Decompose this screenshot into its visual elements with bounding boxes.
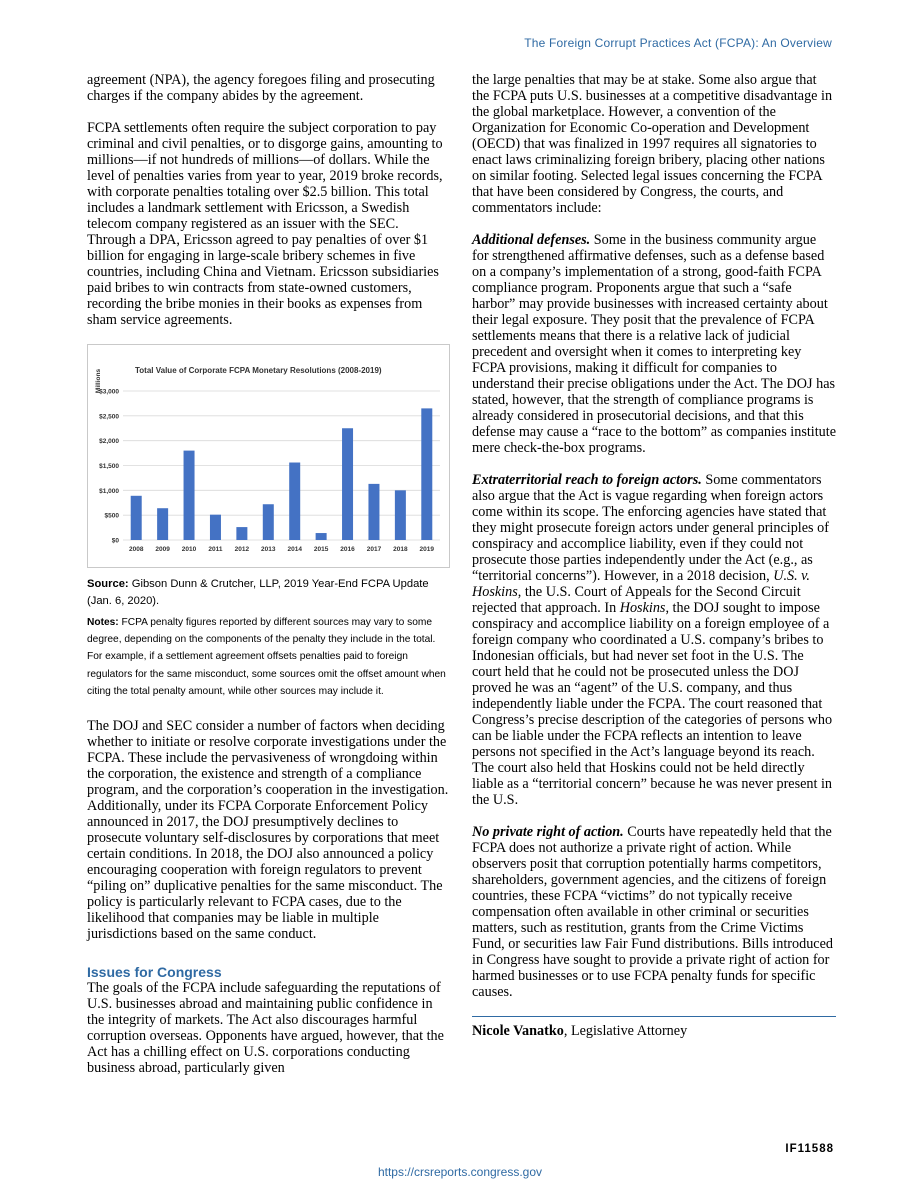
bar — [342, 428, 353, 540]
bar — [421, 408, 432, 540]
bar — [210, 515, 221, 540]
y-tick-label: $2,500 — [99, 413, 119, 421]
y-tick-label: $1,500 — [99, 463, 119, 470]
text-extraterritorial-a: Some commentators also argue that the Act is vague regarding when foreign actors come within its scope. The enforcing agencies have stated that they might prosecute foreign actors under general principles of conspiracy and accomplice liability, even if they could not prosecute those parties independently under the Act (e.g., as “territorial concerns”). However, in a 2018 decision, — [472, 472, 829, 584]
footer-url[interactable]: https://crsreports.congress.gov — [377, 1165, 543, 1179]
text-additional-defenses: Some in the business community argue for strengthened affirmative defenses, such as a defense based on a company’s implementation of a strong, good-faith FCPA compliance program. Proponents argue that such a “safe harbor” may provide businesses with increased certainty about their legal exposure. They posit that the prevalence of FCPA settlements means that there is a relative lack of judicial precedent and oversight when it comes to interpreting key FCPA provisions, making it difficult for companies to understand their precise obligations under the Act. The DOJ has stated, however, that the strength of compliance programs is already considered in prosecutorial decisions, and that this defense may cause a “race to the bottom” as companies institute mere check-the-box programs. — [472, 232, 837, 456]
paragraph-goals: The goals of the FCPA include safeguarding the reputations of U.S. businesses abroad and maintaining public confidence in the integrity of markets. The Act also discourages harmful corruption overseas. Opponents have argued, however, that the Act has a chilling effect on U.S. corporations conducting business abroad, particularly given — [87, 980, 444, 1077]
paragraph-extraterritorial — [472, 472, 836, 808]
lead-private-right: No private right of action. — [472, 824, 624, 840]
author-title: , Legislative Attorney — [563, 1023, 688, 1039]
bar — [236, 527, 247, 540]
paragraph-npa: agreement (NPA), the agency foregoes filing and prosecuting charges if the company abides by the agreement. — [87, 72, 435, 104]
case-citation: U.S. v. Hoskins — [472, 568, 810, 600]
x-tick-label: 2018 — [393, 546, 408, 553]
fcpa-chart-figure — [87, 344, 450, 568]
paragraph-private-right — [472, 824, 836, 1000]
author-line — [472, 1023, 836, 1039]
figure-notes — [87, 614, 450, 700]
bar — [395, 490, 406, 540]
x-tick-label: 2008 — [128, 546, 144, 553]
source-label: Source: — [87, 578, 129, 590]
y-tick-label: $2,000 — [99, 438, 119, 446]
x-tick-label: 2010 — [181, 546, 197, 553]
notes-label: Notes: — [87, 617, 119, 628]
paragraph-settlements: FCPA settlements often require the subject corporation to pay criminal and civil penalties, or to disgorge gains, amounting to millions—if not hundreds of millions—of dollars. While the level of penalties varies from year to year, 2019 broke records, with corporate penalties totaling over $2.5 billion. This total includes a landmark settlement with Ericsson, a Swedish telecom company registered as an issuer with the SEC. Through a DPA, Ericsson agreed to pay penalties of over $1 billion for engaging in large-scale bribery schemes in five countries, including China and Vietnam. Ericsson subsidiaries paid bribes to win contracts from state-owned customers, recording the bribe monies in their books as expenses from sham service agreements. — [87, 120, 443, 328]
author-divider — [472, 1016, 836, 1017]
y-tick-label: $500 — [104, 512, 119, 520]
case-citation-short: Hoskins — [619, 600, 666, 616]
x-tick-label: 2012 — [234, 546, 250, 553]
bar — [316, 533, 327, 540]
bar — [289, 463, 300, 540]
bar — [131, 496, 142, 540]
y-tick-label: $0 — [111, 537, 119, 545]
paragraph-factors: The DOJ and SEC consider a number of factors when deciding whether to initiate or resolve corporate investigations under the FCPA. These include the pervasiveness of wrongdoing within the corporation, the existence and strength of a compliance program, and the corporation’s cooperation in the investigation. Additionally, under its FCPA Corporate Enforcement Policy announced in 2017, the DOJ presumptively declines to prosecute voluntary self-disclosures by corporations that meet certain conditions. In 2018, the DOJ also announced a policy encouraging cooperation with foreign regulators to prevent “piling on” duplicative penalties for the same misconduct. The policy is particularly relevant to FCPA cases, due to the likelihood that companies may be liable in multiple jurisdictions based on the same conduct. — [87, 718, 449, 943]
text-private-right: Courts have repeatedly held that the FCPA does not authorize a private right of action. While observers posit that corruption potentially harms competitors, shareholders, government agencies, and the citizens of foreign countries, these FCPA “victims” do not typically receive compensation often available in other criminal or securities matters, such as restitution, grants from the Crime Victims Fund, or securities law Fair Fund distributions. Bills introduced in Congress have sought to provide a private right of action for harmed businesses or to use FCPA penalty funds for specific causes. — [472, 824, 833, 1000]
bar — [157, 508, 168, 540]
left-column — [87, 72, 450, 1092]
text-extraterritorial-c: , the DOJ sought to impose conspiracy and accomplice liability on a foreign employee of a foreign company who coordinated a U.S. company’s bribes to Indonesian officials, but had never set foot in the U.S. The court held that he could not be prosecuted unless the DOJ proved he was an “agent” of the U.S. company, and thus independently liable under the FCPA. The court reasoned that Congress’s precise description of the categories of persons who can be liable under the FCPA reflects an intention to leave persons not specified in the Act’s language beyond its reach. The court also held that Hoskins could not be held directly liable as a “territorial concern” because he was never present in the U.S. — [472, 600, 833, 808]
x-tick-label: 2016 — [340, 546, 355, 553]
bar — [368, 484, 379, 540]
notes-text: FCPA penalty figures reported by different sources may vary to some degree, depending on the components of the penalty they include in the total. For example, if a settlement agreement offsets penalties paid to foreign regulators for the same misconduct, some sources omit the offset amount when citing the total penalty amount, while other sources may include it. — [87, 617, 446, 697]
running-header: The Foreign Corrupt Practices Act (FCPA): An Overview — [524, 36, 832, 50]
bar-chart — [88, 345, 449, 567]
x-tick-label: 2009 — [155, 546, 170, 553]
bar — [263, 504, 274, 540]
x-tick-label: 2013 — [261, 546, 276, 553]
x-tick-label: 2011 — [208, 546, 223, 553]
author-name: Nicole Vanatko — [472, 1023, 564, 1039]
x-tick-label: 2017 — [366, 546, 382, 553]
x-tick-label: 2015 — [313, 546, 329, 553]
lead-additional-defenses: Additional defenses. — [472, 232, 591, 248]
chart-title: Total Value of Corporate FCPA Monetary Resolutions (2008-2019) — [135, 366, 382, 375]
bar — [184, 451, 195, 540]
section-heading: Issues for Congress — [87, 964, 222, 981]
lead-extraterritorial: Extraterritorial reach to foreign actors. — [472, 472, 702, 488]
source-text: Gibson Dunn & Crutcher, LLP, 2019 Year-End FCPA Update (Jan. 6, 2020). — [87, 578, 429, 607]
figure-source — [87, 576, 450, 610]
right-column — [472, 72, 836, 1039]
paragraph-penalties: the large penalties that may be at stake. Some also argue that the FCPA puts U.S. businesses at a competitive disadvantage in the global marketplace. However, a convention of the Organization for Economic Co-operation and Development (OECD) that was finalized in 1997 requires all signatories to enact laws criminalizing foreign bribery, placing other nations on similar footing. Selected legal issues concerning the FCPA that have been considered by Congress, the courts, and commentators include: — [472, 72, 833, 216]
x-tick-label: 2014 — [287, 546, 302, 553]
y-tick-label: $1,000 — [99, 487, 119, 495]
document-id: IF11588 — [785, 1143, 834, 1155]
x-tick-label: 2019 — [419, 546, 435, 553]
text-extraterritorial-b: , the U.S. Court of Appeals for the Second Circuit rejected that approach. In — [472, 584, 801, 616]
y-axis-label: Millions — [95, 368, 102, 394]
paragraph-additional-defenses — [472, 232, 836, 456]
y-tick-label: $3,000 — [99, 388, 119, 396]
